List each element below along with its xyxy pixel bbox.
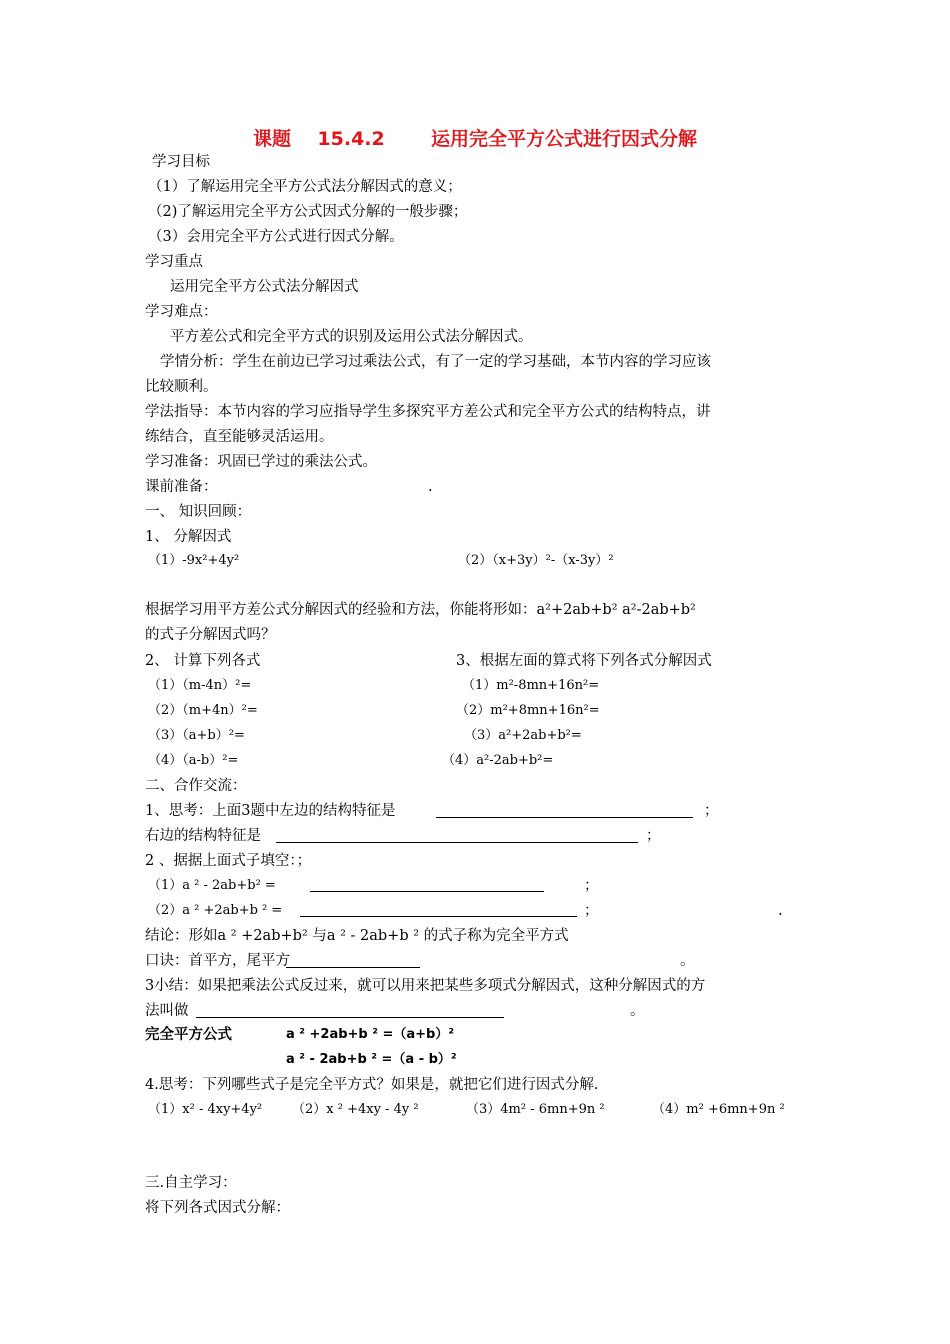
factor-item-3: （3）a²+2ab+b²=: [464, 728, 582, 743]
focus-text: 运用完全平方公式法分解因式: [170, 279, 359, 295]
review-q1-b: （2）（x+3y）²-（x-3y）²: [458, 553, 614, 568]
fill-2-prefix: （2）a ² +2ab+b ² =: [148, 903, 283, 918]
review-q3: 3、根据左面的算式将下列各式分解因式: [456, 653, 712, 669]
calc-item-3: （3）（a+b）²=: [148, 728, 245, 743]
review-q1-a: （1）-9x²+4y²: [148, 553, 240, 568]
review-q1: 1、 分解因式: [145, 529, 232, 545]
think-blank[interactable]: [436, 817, 693, 818]
review-heading: 一、 知识回顾：: [145, 504, 252, 520]
calc-item-2: （2）（m+4n）²=: [148, 703, 258, 718]
review-prompt-2: 的式子分解因式吗？: [145, 627, 276, 643]
self-study-heading: 三.自主学习：: [145, 1175, 237, 1191]
preclass-dot: .: [428, 479, 433, 495]
fill-2-dot: .: [778, 903, 783, 919]
summary-suffix: 。: [630, 1003, 645, 1019]
objective-3: （3）会用完全平方公式进行因式分解。: [148, 229, 404, 245]
formula-2: a ² - 2ab+b ² =（a - b）²: [286, 1052, 457, 1067]
analysis-line-2: 比较顺利。: [145, 379, 218, 395]
analysis-line-1: 学情分析：学生在前边已学习过乘法公式，有了一定的学习基础，本节内容的学习应该: [160, 354, 711, 370]
calc-item-4: （4）（a-b）²=: [148, 753, 239, 768]
self-study-text: 将下列各式因式分解：: [145, 1200, 290, 1216]
review-q2: 2、 计算下列各式: [145, 653, 261, 669]
prep-text: 学习准备：巩固已学过的乘法公式。: [145, 454, 377, 470]
fill-2-blank[interactable]: [300, 916, 577, 917]
difficulty-heading: 学习难点：: [145, 304, 218, 320]
coop-heading: 二、合作交流：: [145, 778, 247, 794]
objectives-heading: 学习目标: [152, 154, 210, 170]
objective-2: （2)了解运用完全平方公式因式分解的一般步骤；: [148, 204, 468, 220]
focus-heading: 学习重点: [145, 254, 203, 270]
fill-1-suffix: ；: [584, 878, 599, 894]
q4-text: 4.思考：下列哪些式子是完全平方式？如果是，就把它们进行因式分解.: [145, 1077, 599, 1093]
rhyme-suffix: 。: [680, 953, 695, 969]
review-prompt-1: 根据学习用平方差公式分解因式的经验和方法，你能将形如：a²+2ab+b² a²-2ab+b²: [145, 602, 696, 618]
right-structure-prefix: 右边的结构特征是: [145, 828, 261, 844]
q4-item-1: （1）x² - 4xy+4y²: [148, 1102, 263, 1117]
factor-item-1: （1）m²-8mn+16n²=: [462, 678, 600, 693]
rhyme-prefix: 口诀：首平方，尾平方: [145, 953, 290, 969]
formula-label: 完全平方公式: [145, 1027, 232, 1043]
factor-item-2: （2）m²+8mn+16n²=: [456, 703, 600, 718]
right-structure-blank[interactable]: [276, 842, 638, 843]
difficulty-text: 平方差公式和完全平方式的识别及运用公式法分解因式。: [170, 329, 533, 345]
factor-item-4: （4）a²-2ab+b²=: [442, 753, 554, 768]
rhyme-blank[interactable]: [286, 967, 420, 968]
formula-1: a ² +2ab+b ² =（a+b）²: [286, 1027, 455, 1042]
q4-item-2: （2）x ² +4xy - 4y ²: [292, 1102, 419, 1117]
right-structure-suffix: ；: [646, 828, 661, 844]
q4-item-3: （3）4m² - 6mn+9n ²: [466, 1102, 605, 1117]
page-title: 课题 15.4.2 运用完全平方公式进行因式分解: [252, 128, 698, 150]
think-suffix: ；: [704, 803, 719, 819]
method-line-2: 练结合，直至能够灵活运用。: [145, 429, 334, 445]
fill-2-suffix: ；: [584, 903, 599, 919]
fill-1-blank[interactable]: [310, 891, 544, 892]
summary-prefix: 法叫做: [145, 1003, 189, 1019]
preclass-label: 课前准备：: [145, 479, 218, 495]
calc-item-1: （1）（m-4n）²=: [148, 678, 252, 693]
objective-1: （1）了解运用完全平方公式法分解因式的意义；: [148, 179, 462, 195]
method-line-1: 学法指导：本节内容的学习应指导学生多探究平方差公式和完全平方公式的结构特点，讲: [145, 404, 711, 420]
summary-line-1: 3小结：如果把乘法公式反过来，就可以用来把某些多项式分解因式，这种分解因式的方: [145, 978, 706, 994]
q4-item-4: （4）m² +6mn+9n ²: [652, 1102, 785, 1117]
fill-heading: 2 、据据上面式子填空：；: [145, 853, 312, 869]
fill-1-prefix: （1）a ² - 2ab+b² =: [148, 878, 276, 893]
conclusion-text: 结论：形如a ² +2ab+b² 与a ² - 2ab+b ² 的式子称为完全平方式: [145, 928, 569, 944]
summary-blank[interactable]: [196, 1017, 504, 1018]
think-prefix: 1、思考：上面3题中左边的结构特征是: [145, 803, 396, 819]
